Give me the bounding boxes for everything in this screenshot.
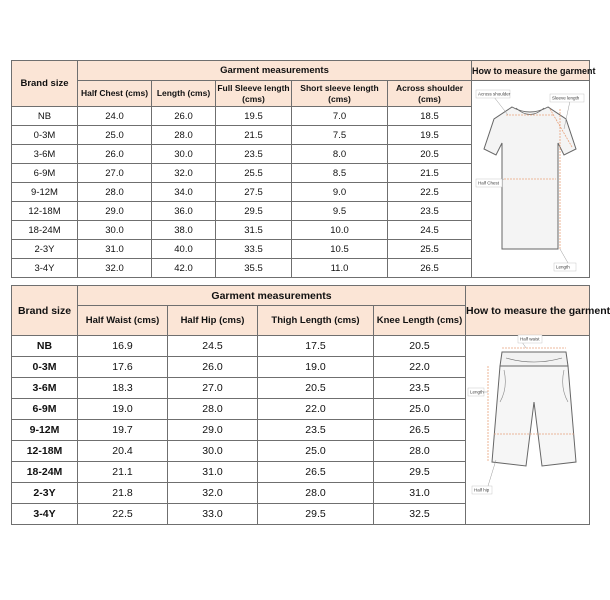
value-cell: 29.0 bbox=[168, 420, 258, 441]
size-cell: 18-24M bbox=[12, 221, 78, 240]
value-cell: 32.5 bbox=[374, 504, 466, 525]
length-label: Length bbox=[556, 264, 570, 270]
value-cell: 21.5 bbox=[216, 126, 292, 145]
value-cell: 30.0 bbox=[152, 145, 216, 164]
value-cell: 34.0 bbox=[152, 183, 216, 202]
value-cell: 25.5 bbox=[388, 240, 472, 259]
value-cell: 24.0 bbox=[78, 107, 152, 126]
how-to-measure-title: How to measure the garment bbox=[466, 286, 590, 336]
value-cell: 38.0 bbox=[152, 221, 216, 240]
size-cell: 0-3M bbox=[12, 357, 78, 378]
value-cell: 26.5 bbox=[374, 420, 466, 441]
tshirt-icon bbox=[472, 81, 590, 295]
value-cell: 18.3 bbox=[78, 378, 168, 399]
value-cell: 23.5 bbox=[216, 145, 292, 164]
value-cell: 31.5 bbox=[216, 221, 292, 240]
shorts-icon bbox=[466, 336, 590, 525]
value-cell: 25.0 bbox=[258, 441, 374, 462]
value-cell: 9.0 bbox=[292, 183, 388, 202]
top-size-chart-table bbox=[11, 60, 596, 278]
value-cell: 25.0 bbox=[78, 126, 152, 145]
column-header: Length (cms) bbox=[152, 81, 216, 107]
value-cell: 22.5 bbox=[388, 183, 472, 202]
bottom-size-chart-table bbox=[11, 285, 610, 525]
value-cell: 19.5 bbox=[388, 126, 472, 145]
value-cell: 22.0 bbox=[374, 357, 466, 378]
value-cell: 26.5 bbox=[258, 462, 374, 483]
value-cell: 19.0 bbox=[78, 399, 168, 420]
value-cell: 40.0 bbox=[152, 240, 216, 259]
value-cell: 22.0 bbox=[258, 399, 374, 420]
value-cell: 23.5 bbox=[258, 420, 374, 441]
length-label: Length bbox=[470, 389, 484, 395]
sleeve-length-label: Sleeve length bbox=[552, 95, 580, 101]
value-cell: 21.5 bbox=[388, 164, 472, 183]
garment-measurements-header: Garment measurements bbox=[78, 61, 472, 81]
value-cell: 32.0 bbox=[152, 164, 216, 183]
column-header: Half Chest (cms) bbox=[78, 81, 152, 107]
value-cell: 27.0 bbox=[78, 164, 152, 183]
value-cell: 31.0 bbox=[78, 240, 152, 259]
value-cell: 27.5 bbox=[216, 183, 292, 202]
value-cell: 20.5 bbox=[374, 336, 466, 357]
value-cell: 28.0 bbox=[168, 399, 258, 420]
column-header: Knee Length (cms) bbox=[374, 306, 466, 336]
size-cell: 3-4Y bbox=[12, 504, 78, 525]
size-cell: 6-9M bbox=[12, 399, 78, 420]
across-shoulder-label: Across shoulder bbox=[478, 91, 511, 97]
value-cell: 20.5 bbox=[258, 378, 374, 399]
shorts-measure-illustration bbox=[466, 336, 590, 525]
half-chest-label: Half Chest bbox=[478, 180, 500, 186]
value-cell: 23.5 bbox=[374, 378, 466, 399]
value-cell: 30.0 bbox=[78, 221, 152, 240]
column-header: Thigh Length (cms) bbox=[258, 306, 374, 336]
half-hip-label: Half hip bbox=[474, 487, 490, 493]
size-cell: 12-18M bbox=[12, 202, 78, 221]
value-cell: 20.5 bbox=[388, 145, 472, 164]
value-cell: 35.5 bbox=[216, 259, 292, 278]
size-cell: 12-18M bbox=[12, 441, 78, 462]
value-cell: 33.5 bbox=[216, 240, 292, 259]
column-header: Half Hip (cms) bbox=[168, 306, 258, 336]
size-cell: 2-3Y bbox=[12, 240, 78, 259]
value-cell: 19.7 bbox=[78, 420, 168, 441]
column-header: Short sleeve length (cms) bbox=[292, 81, 388, 107]
value-cell: 29.5 bbox=[216, 202, 292, 221]
value-cell: 36.0 bbox=[152, 202, 216, 221]
tshirt-measure-illustration bbox=[472, 81, 590, 278]
value-cell: 26.0 bbox=[78, 145, 152, 164]
value-cell: 18.5 bbox=[388, 107, 472, 126]
value-cell: 22.5 bbox=[78, 504, 168, 525]
value-cell: 28.0 bbox=[258, 483, 374, 504]
value-cell: 30.0 bbox=[168, 441, 258, 462]
value-cell: 29.5 bbox=[258, 504, 374, 525]
table-row bbox=[12, 336, 590, 357]
size-cell: 9-12M bbox=[12, 183, 78, 202]
value-cell: 31.0 bbox=[374, 483, 466, 504]
value-cell: 26.0 bbox=[152, 107, 216, 126]
size-cell: 2-3Y bbox=[12, 483, 78, 504]
size-cell: NB bbox=[12, 107, 78, 126]
value-cell: 32.0 bbox=[78, 259, 152, 278]
value-cell: 24.5 bbox=[168, 336, 258, 357]
value-cell: 11.0 bbox=[292, 259, 388, 278]
value-cell: 21.1 bbox=[78, 462, 168, 483]
value-cell: 25.5 bbox=[216, 164, 292, 183]
value-cell: 17.5 bbox=[258, 336, 374, 357]
value-cell: 29.5 bbox=[374, 462, 466, 483]
size-cell: 3-6M bbox=[12, 145, 78, 164]
value-cell: 29.0 bbox=[78, 202, 152, 221]
size-cell: 3-6M bbox=[12, 378, 78, 399]
size-cell: NB bbox=[12, 336, 78, 357]
value-cell: 19.5 bbox=[216, 107, 292, 126]
value-cell: 7.0 bbox=[292, 107, 388, 126]
value-cell: 31.0 bbox=[168, 462, 258, 483]
value-cell: 19.0 bbox=[258, 357, 374, 378]
size-cell: 3-4Y bbox=[12, 259, 78, 278]
value-cell: 8.5 bbox=[292, 164, 388, 183]
garment-measurements-header: Garment measurements bbox=[78, 286, 466, 306]
value-cell: 9.5 bbox=[292, 202, 388, 221]
value-cell: 42.0 bbox=[152, 259, 216, 278]
value-cell: 7.5 bbox=[292, 126, 388, 145]
value-cell: 23.5 bbox=[388, 202, 472, 221]
size-cell: 18-24M bbox=[12, 462, 78, 483]
value-cell: 10.0 bbox=[292, 221, 388, 240]
value-cell: 32.0 bbox=[168, 483, 258, 504]
size-cell: 9-12M bbox=[12, 420, 78, 441]
brand-size-header: Brand size bbox=[12, 61, 78, 107]
value-cell: 27.0 bbox=[168, 378, 258, 399]
value-cell: 26.5 bbox=[388, 259, 472, 278]
value-cell: 8.0 bbox=[292, 145, 388, 164]
brand-size-header: Brand size bbox=[12, 286, 78, 336]
value-cell: 24.5 bbox=[388, 221, 472, 240]
value-cell: 28.0 bbox=[78, 183, 152, 202]
value-cell: 16.9 bbox=[78, 336, 168, 357]
column-header: Full Sleeve length (cms) bbox=[216, 81, 292, 107]
value-cell: 10.5 bbox=[292, 240, 388, 259]
size-cell: 0-3M bbox=[12, 126, 78, 145]
column-header: Half Waist (cms) bbox=[78, 306, 168, 336]
half-waist-label: Half waist bbox=[520, 336, 540, 342]
value-cell: 25.0 bbox=[374, 399, 466, 420]
value-cell: 28.0 bbox=[152, 126, 216, 145]
column-header: Across shoulder (cms) bbox=[388, 81, 472, 107]
how-to-measure-title: How to measure the garment bbox=[472, 61, 590, 81]
value-cell: 21.8 bbox=[78, 483, 168, 504]
size-cell: 6-9M bbox=[12, 164, 78, 183]
value-cell: 28.0 bbox=[374, 441, 466, 462]
value-cell: 17.6 bbox=[78, 357, 168, 378]
value-cell: 26.0 bbox=[168, 357, 258, 378]
value-cell: 20.4 bbox=[78, 441, 168, 462]
value-cell: 33.0 bbox=[168, 504, 258, 525]
